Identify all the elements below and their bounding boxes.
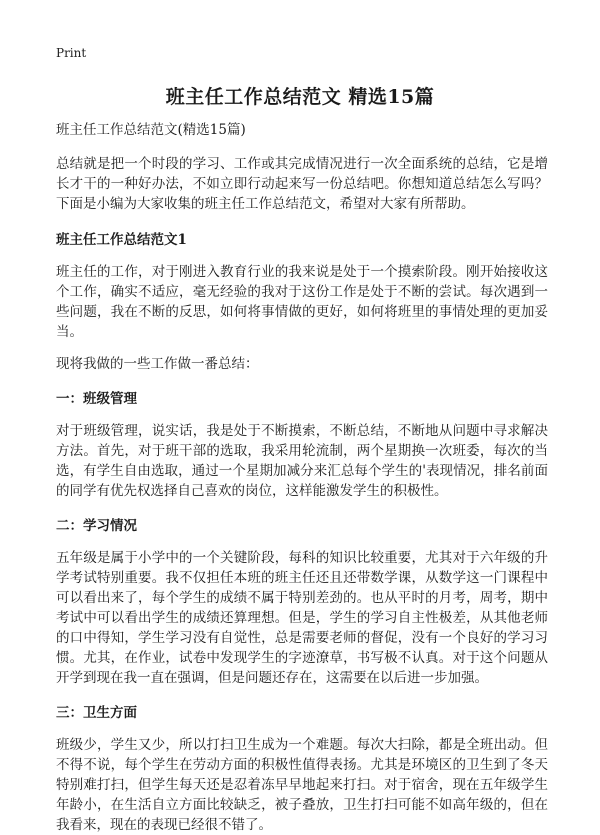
section-heading-class-management: 一：班级管理	[56, 391, 137, 407]
intro-paragraph: 总结就是把一个时段的学习、工作或其完成情况进行一次全面系统的总结，它是增长才干的一种好办法，不如立即行动起来写一份总结吧。你想知道总结怎么写吗？下面是小编为大家收集的班主任工作总结范文，希望对大家有所帮助。	[56, 156, 548, 212]
summary-lead: 现将我做的一些工作做一番总结：	[56, 356, 259, 372]
article-heading: 班主任工作总结范文1	[56, 232, 187, 248]
document-title: 班主任工作总结范文 精选15篇	[165, 86, 435, 108]
section-heading-hygiene: 三：卫生方面	[56, 705, 137, 721]
section-heading-study: 二：学习情况	[56, 518, 137, 534]
article-paragraph: 班主任的工作，对于刚进入教育行业的我来说是处于一个摸索阶段。刚开始接收这个工作，确实不适应，毫无经验的我对于这份工作是处于不断的尝试。每次遇到一些问题，我在不断的反思，如何将事情做的更好，如何将班里的事情处理的更加妥当。	[56, 264, 548, 340]
document-subtitle: 班主任工作总结范文(精选15篇)	[56, 122, 246, 138]
print-link[interactable]: Print	[56, 46, 87, 60]
section-text-study: 五年级是属于小学中的一个关键阶段，每科的知识比较重要，尤其对于六年级的升学考试特别重要。我不仅担任本班的班主任还且还带数学课，从数学这一门课程中可以看出来了，每个学生的成绩不属于特别差劲的。也从平时的月考，周考，期中考试中可以看出学生的成绩还算理想。但是，学生的学习自主性极差，从其他老师的口中得知，学生学习没有自觉性，总是需要老师的督促，没有一个良好的学习习惯。尤其，在作业，试卷中发现学生的字迹潦草，书写极不认真。对于这个问题从开学到现在我一直在强调，但是问题还存在，这需要在以后进一步加强。	[56, 550, 548, 686]
section-text-class-management: 对于班级管理，说实话，我是处于不断摸索，不断总结，不断地从问题中寻求解决方法。首先，对于班干部的选取，我采用轮流制，两个星期换一次班委，每次的当选，有学生自由选取，通过一个星期加减分来汇总每个学生的'表现情况，排名前面的同学有优先权选择自己喜欢的岗位，这样能激发学生的积极性。	[56, 423, 548, 499]
section-text-hygiene: 班级少，学生又少，所以打扫卫生成为一个难题。每次大扫除，都是全班出动。但不得不说，每个学生在劳动方面的积极性值得表扬。尤其是环境区的卫生到了冬天特别难打扫，但学生每天还是忍着冻早早地起来打扫。对于宿舍，现在五年级学生年龄小，在生活自立方面比较缺乏，被子叠放，卫生打扫可能不如高年级的，但在我看来，现在的表现已经很不错了。	[56, 737, 548, 833]
document-body	[56, 120, 548, 835]
